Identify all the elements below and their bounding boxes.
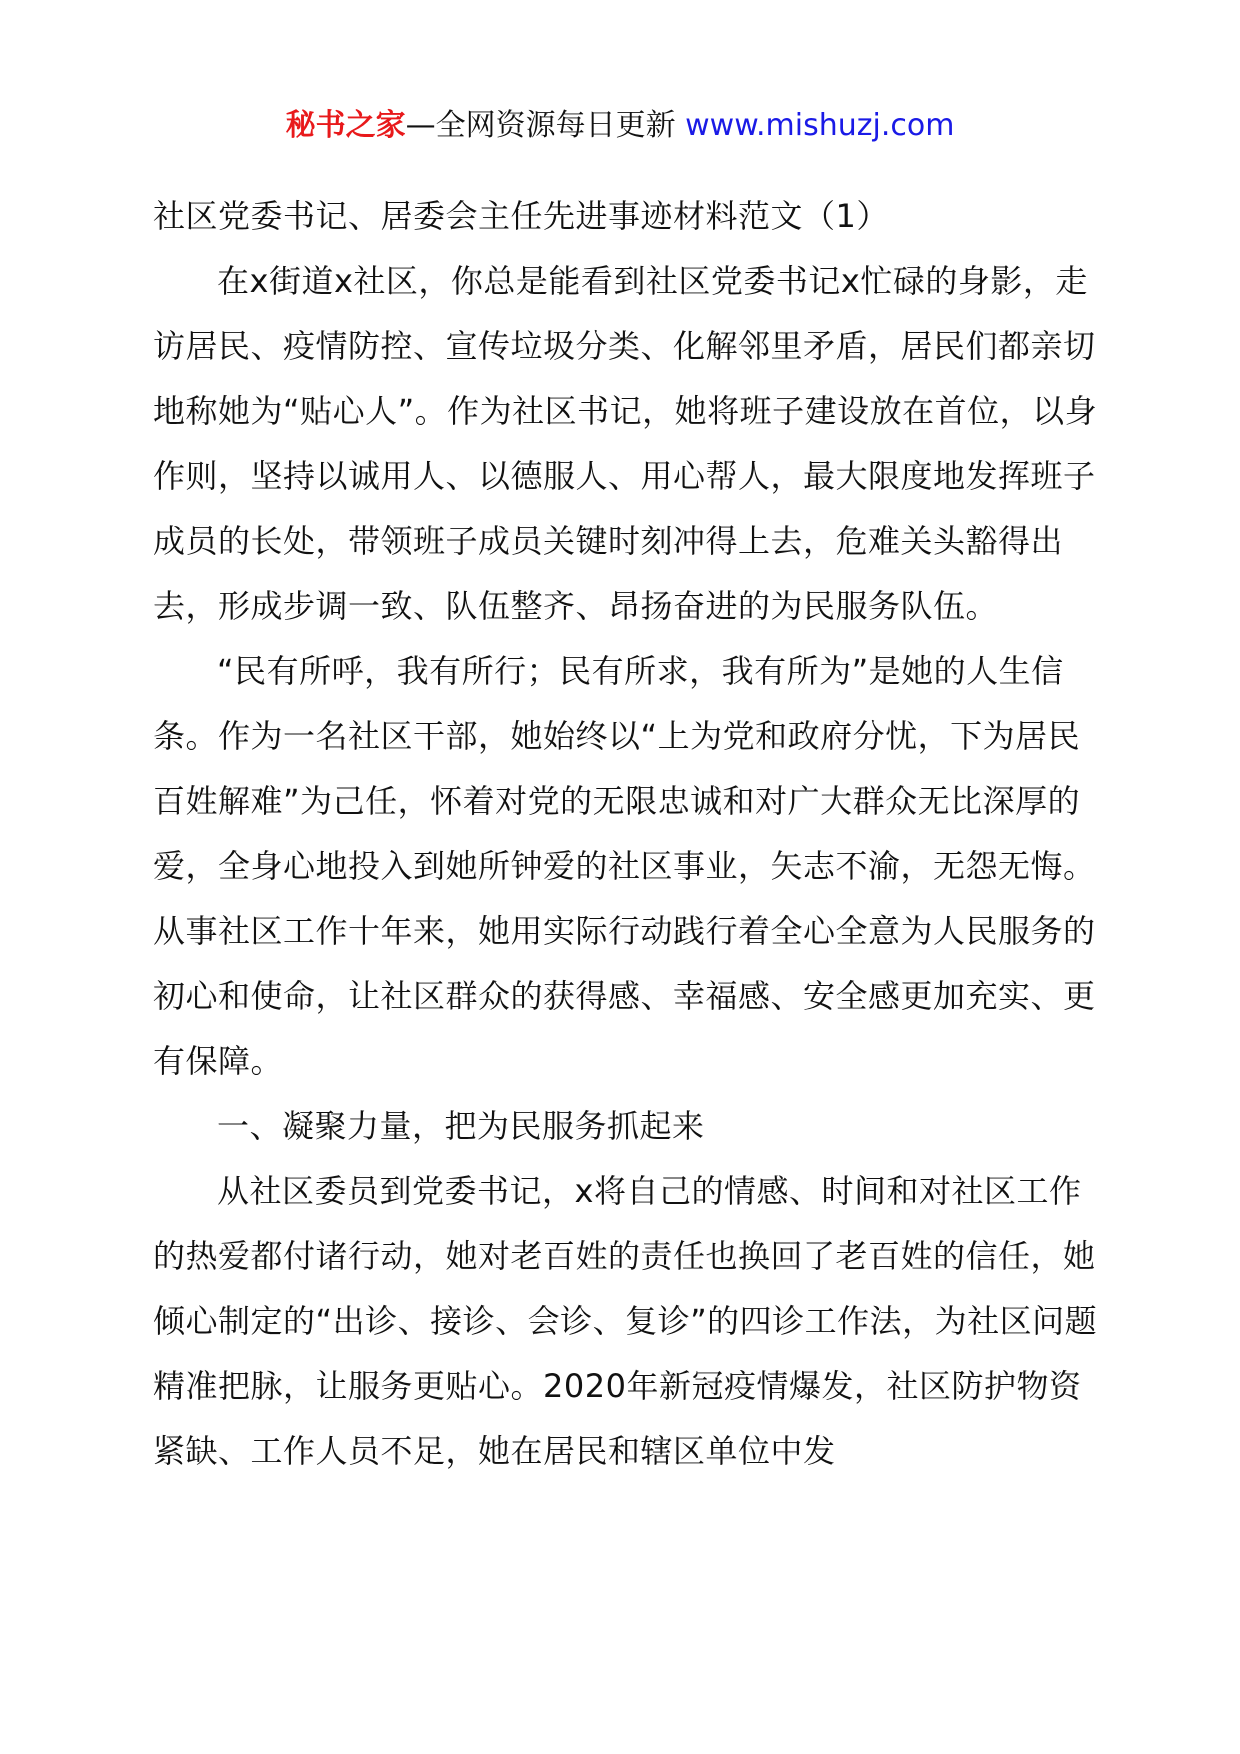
section-paragraph: 从社区委员到党委书记，x将自己的情感、时间和对社区工作的热爱都付诸行动，她对老百姓的责任也换回了老百姓的信任，她倾心制定的“出诊、接诊、会诊、复诊”的四诊工作法，为社区问题精准把脉，让服务更贴心。2020年新冠疫情爆发，社区防护物资紧缺、工作人员不足，她在居民和辖区单位中发	[153, 1172, 1098, 1470]
section-heading: 一、凝聚力量，把为民服务抓起来	[217, 1107, 705, 1145]
paragraph-1: 在x街道x社区，你总是能看到社区党委书记x忙碌的身影，走访居民、疫情防控、宣传垃圾分类、化解邻里矛盾，居民们都亲切地称她为“贴心人”。作为社区书记，她将班子建设放在首位，以身作则，坚持以诚用人、以德服人、用心帮人，最大限度地发挥班子成员的长处，带领班子成员关键时刻冲得上去，危难关头豁得出去，形成步调一致、队伍整齐、昂扬奋进的为民服务队伍。	[153, 262, 1098, 625]
document-body	[153, 184, 1098, 1484]
page-header	[0, 104, 1240, 148]
header-brand: 秘书之家	[285, 108, 406, 143]
document-title: 社区党委书记、居委会主任先进事迹材料范文（1）	[153, 197, 889, 235]
paragraph-2: “民有所呼，我有所行；民有所求，我有所为”是她的人生信条。作为一名社区干部，她始终以“上为党和政府分忧，下为居民百姓解难”为己任，怀着对党的无限忠诚和对广大群众无比深厚的爱，全身心地投入到她所钟爱的社区事业，矢志不渝，无怨无悔。从事社区工作十年来，她用实际行动践行着全心全意为人民服务的初心和使命，让社区群众的获得感、幸福感、安全感更加充实、更有保障。	[153, 652, 1096, 1080]
header-url-link[interactable]: www.mishuzj.com	[685, 108, 955, 143]
header-slogan: —全网资源每日更新	[405, 108, 686, 143]
